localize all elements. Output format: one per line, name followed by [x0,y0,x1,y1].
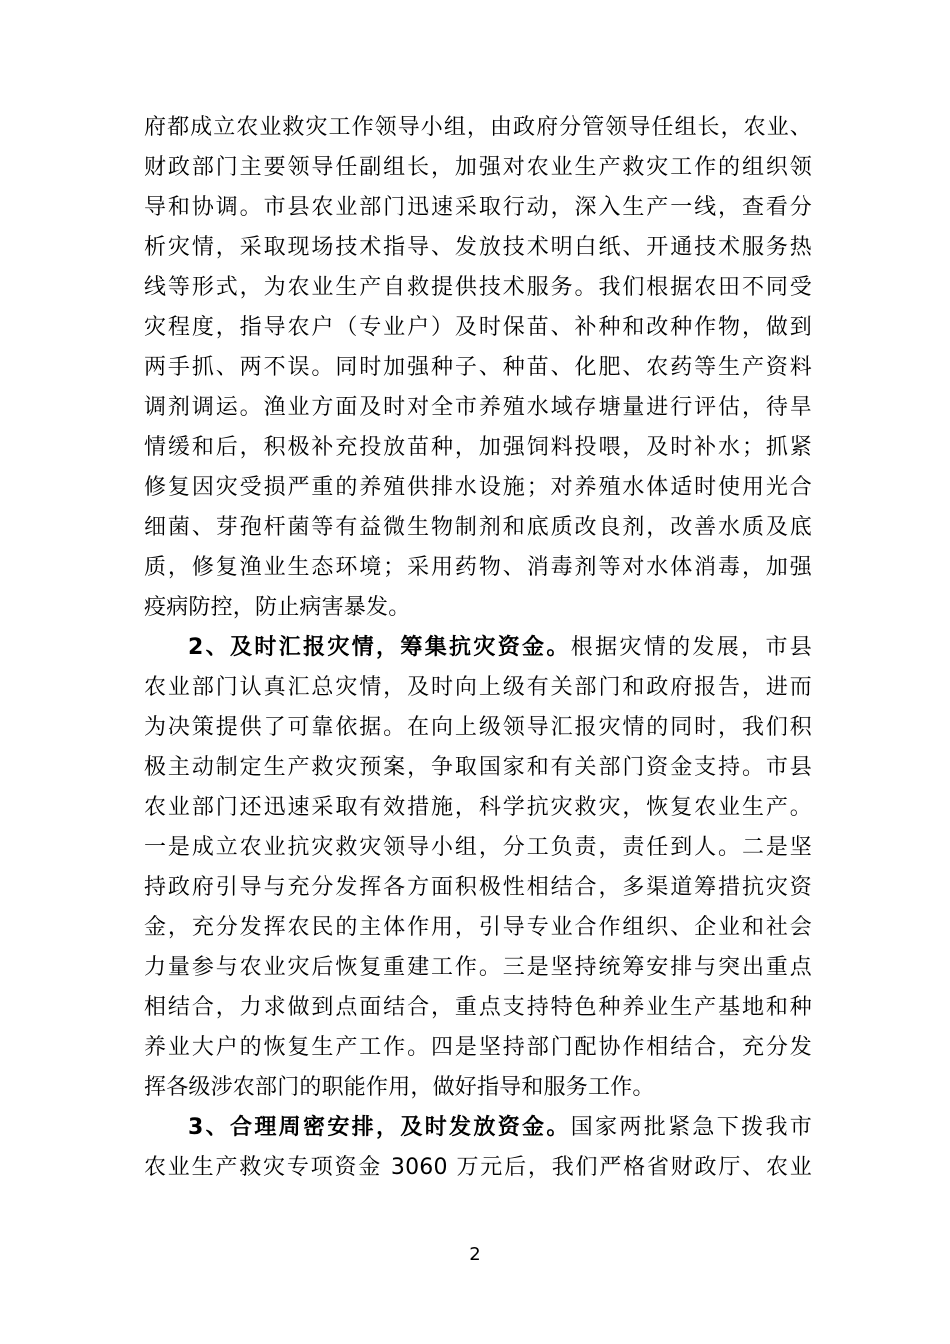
text-line: 金，充分发挥农民的主体作用，引导专业合作组织、企业和社会 [144,915,812,940]
text-line: 挥各级涉农部门的职能作用，做好指导和服务工作。 [144,1075,655,1100]
text-line: 极主动制定生产救灾预案，争取国家和有关部门资金支持。市县 [144,755,812,780]
section-heading: 3、合理周密安排，及时发放资金。 [188,1115,571,1140]
text-line: 调剂调运。渔业方面及时对全市养殖水域存塘量进行评估，待旱 [144,395,812,420]
text-line: 修复因灾受损严重的养殖供排水设施；对养殖水体适时使用光合 [144,475,812,500]
text-line: 力量参与农业灾后恢复重建工作。三是坚持统筹安排与突出重点 [144,955,812,980]
text-line: 一是成立农业抗灾救灾领导小组，分工负责，责任到人。二是坚 [144,835,812,860]
section-heading: 2、及时汇报灾情，筹集抗灾资金。 [188,635,571,660]
text-line: 财政部门主要领导任副组长，加强对农业生产救灾工作的组织领 [144,155,812,180]
text-line: 灾程度，指导农户（专业户）及时保苗、补种和改种作物，做到 [144,315,812,340]
text-line: 持政府引导与充分发挥各方面积极性相结合，多渠道筹措抗灾资 [144,875,812,900]
text-line: 质，修复渔业生态环境；采用药物、消毒剂等对水体消毒，加强 [144,555,812,580]
text-line: 线等形式，为农业生产自救提供技术服务。我们根据农田不同受 [144,275,812,300]
text-line: 府都成立农业救灾工作领导小组，由政府分管领导任组长，农业、 [144,115,812,140]
text-line: 农业生产救灾专项资金 3060 万元后，我们严格省财政厅、农业 [144,1155,812,1180]
text-line: 两手抓、两不误。同时加强种子、种苗、化肥、农药等生产资料 [144,355,812,380]
text-run: 国家两批紧急下拨我市 [570,1115,812,1140]
text-line: 农业部门还迅速采取有效措施，科学抗灾救灾，恢复农业生产。 [144,795,812,820]
text-line: 农业部门认真汇总灾情，及时向上级有关部门和政府报告，进而 [144,675,812,700]
text-line: 导和协调。市县农业部门迅速采取行动，深入生产一线，查看分 [144,195,812,220]
document-body [144,108,812,1188]
text-line: 情缓和后，积极补充投放苗种，加强饲料投喂，及时补水；抓紧 [144,435,812,460]
text-line: 析灾情，采取现场技术指导、发放技术明白纸、开通技术服务热 [144,235,812,260]
text-run: 根据灾情的发展，市县 [570,635,812,660]
text-line: 养业大户的恢复生产工作。四是坚持部门配协作相结合，充分发 [144,1035,812,1060]
page-number: 2 [469,1244,481,1265]
text-line: 相结合，力求做到点面结合，重点支持特色种养业生产基地和种 [144,995,812,1020]
text-line [144,1108,812,1148]
text-line: 细菌、芽孢杆菌等有益微生物制剂和底质改良剂，改善水质及底 [144,515,812,540]
paragraph-1 [144,108,812,628]
paragraph-2 [144,628,812,1108]
text-line: 为决策提供了可靠依据。在向上级领导汇报灾情的同时，我们积 [144,715,812,740]
paragraph-3 [144,1108,812,1188]
text-line: 疫病防控，防止病害暴发。 [144,595,411,620]
text-line [144,628,812,668]
